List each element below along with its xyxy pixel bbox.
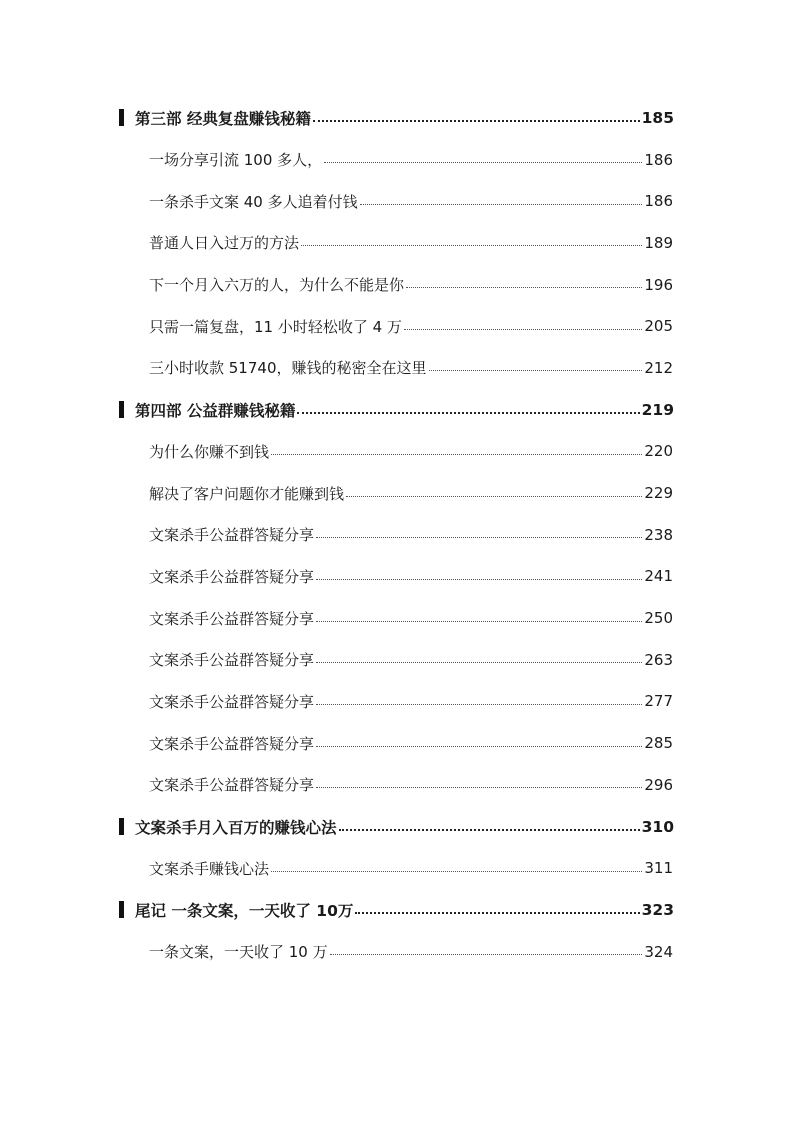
toc-page-number: 241 — [644, 567, 673, 586]
toc-section-title: 第三部 经典复盘赚钱秘籍 — [135, 109, 311, 128]
toc-entry-row[interactable] — [0, 556, 794, 598]
dot-leader — [271, 454, 642, 455]
toc-entry-row[interactable] — [0, 847, 794, 889]
dot-leader — [346, 496, 642, 497]
toc-page-number: 220 — [644, 442, 673, 461]
toc-page-number: 205 — [644, 317, 673, 336]
dot-leader — [301, 245, 642, 246]
toc-entry-row[interactable] — [0, 722, 794, 764]
toc-entry-title: 三小时收款 51740，赚钱的秘密全在这里 — [149, 359, 427, 378]
dot-leader — [316, 579, 642, 580]
toc-entry-row[interactable] — [0, 681, 794, 723]
toc-entry-title: 文案杀手公益群答疑分享 — [149, 651, 315, 670]
toc-entry-row[interactable] — [0, 514, 794, 556]
dot-leader — [339, 829, 640, 831]
toc-page-number: 311 — [644, 859, 673, 878]
dot-leader — [355, 912, 639, 914]
toc-entry-title: 为什么你赚不到钱 — [149, 442, 270, 461]
toc-entry-title: 下一个月入六万的人，为什么不能是你 — [149, 276, 405, 295]
dot-leader — [324, 162, 642, 163]
toc-section-row[interactable] — [0, 389, 794, 431]
toc-entry-title: 文案杀手公益群答疑分享 — [149, 734, 315, 753]
toc-page-number: 310 — [641, 817, 674, 836]
toc-entry-title: 文案杀手公益群答疑分享 — [149, 692, 315, 711]
toc-entry-row[interactable] — [0, 931, 794, 973]
toc-entry-title: 文案杀手公益群答疑分享 — [149, 567, 315, 586]
dot-leader — [406, 287, 642, 288]
toc-page-number: 285 — [644, 734, 673, 753]
toc-page-number: 229 — [644, 484, 673, 503]
toc-section-row[interactable] — [0, 97, 794, 139]
toc-page-number: 212 — [644, 358, 673, 377]
toc-page-number: 189 — [644, 233, 673, 252]
toc-section-row[interactable] — [0, 806, 794, 848]
dot-leader — [316, 537, 642, 538]
toc-page-number: 238 — [644, 525, 673, 544]
toc-entry-row[interactable] — [0, 305, 794, 347]
toc-entry-row[interactable] — [0, 222, 794, 264]
toc-page-number: 324 — [644, 942, 673, 961]
dot-leader — [429, 370, 643, 371]
dot-leader — [404, 329, 642, 330]
section-marker-icon — [119, 109, 124, 126]
toc-entry-title: 一条杀手文案 40 多人追着付钱 — [149, 192, 358, 211]
toc-page-number: 219 — [641, 400, 674, 419]
toc-entry-row[interactable] — [0, 180, 794, 222]
toc-page-number: 196 — [644, 275, 673, 294]
toc-page-number: 186 — [644, 192, 673, 211]
toc-entry-row[interactable] — [0, 472, 794, 514]
toc-page-number: 185 — [641, 108, 674, 127]
toc-entry-title: 只需一篇复盘，11 小时轻松收了 4 万 — [149, 317, 402, 336]
toc-page-number: 277 — [644, 692, 673, 711]
toc-section-row[interactable] — [0, 889, 794, 931]
toc-section-title: 第四部 公益群赚钱秘籍 — [135, 401, 296, 420]
section-marker-icon — [119, 401, 124, 418]
dot-leader — [313, 120, 640, 122]
dot-leader — [271, 871, 642, 872]
toc-entry-title: 文案杀手赚钱心法 — [149, 859, 270, 878]
toc-section-title: 尾记 一条文案，一天收了 10万 — [135, 901, 354, 920]
dot-leader — [316, 746, 642, 747]
dot-leader — [316, 621, 642, 622]
toc-page-number: 186 — [644, 150, 673, 169]
toc-entry-title: 普通人日入过万的方法 — [149, 234, 300, 253]
toc-entry-title: 解决了客户问题你才能赚到钱 — [149, 484, 345, 503]
toc-entry-row[interactable] — [0, 264, 794, 306]
toc-page-number: 263 — [644, 650, 673, 669]
toc-entry-title: 文案杀手公益群答疑分享 — [149, 526, 315, 545]
dot-leader — [316, 787, 642, 788]
table-of-contents — [0, 97, 794, 972]
section-marker-icon — [119, 818, 124, 835]
toc-entry-title: 一场分享引流 100 多人， — [149, 151, 323, 170]
dot-leader — [297, 412, 639, 414]
toc-entry-row[interactable] — [0, 431, 794, 473]
toc-entry-title: 文案杀手公益群答疑分享 — [149, 609, 315, 628]
toc-section-title: 文案杀手月入百万的赚钱心法 — [135, 818, 337, 837]
toc-entry-row[interactable] — [0, 764, 794, 806]
section-marker-icon — [119, 901, 124, 918]
toc-entry-row[interactable] — [0, 139, 794, 181]
toc-entry-title: 文案杀手公益群答疑分享 — [149, 776, 315, 795]
dot-leader — [360, 204, 643, 205]
toc-page-number: 296 — [644, 775, 673, 794]
dot-leader — [316, 662, 642, 663]
dot-leader — [330, 954, 643, 955]
toc-entry-row[interactable] — [0, 597, 794, 639]
toc-page-number: 323 — [641, 900, 674, 919]
toc-entry-row[interactable] — [0, 347, 794, 389]
toc-entry-title: 一条文案，一天收了 10 万 — [149, 943, 328, 962]
toc-entry-row[interactable] — [0, 639, 794, 681]
toc-page-number: 250 — [644, 609, 673, 628]
dot-leader — [316, 704, 642, 705]
